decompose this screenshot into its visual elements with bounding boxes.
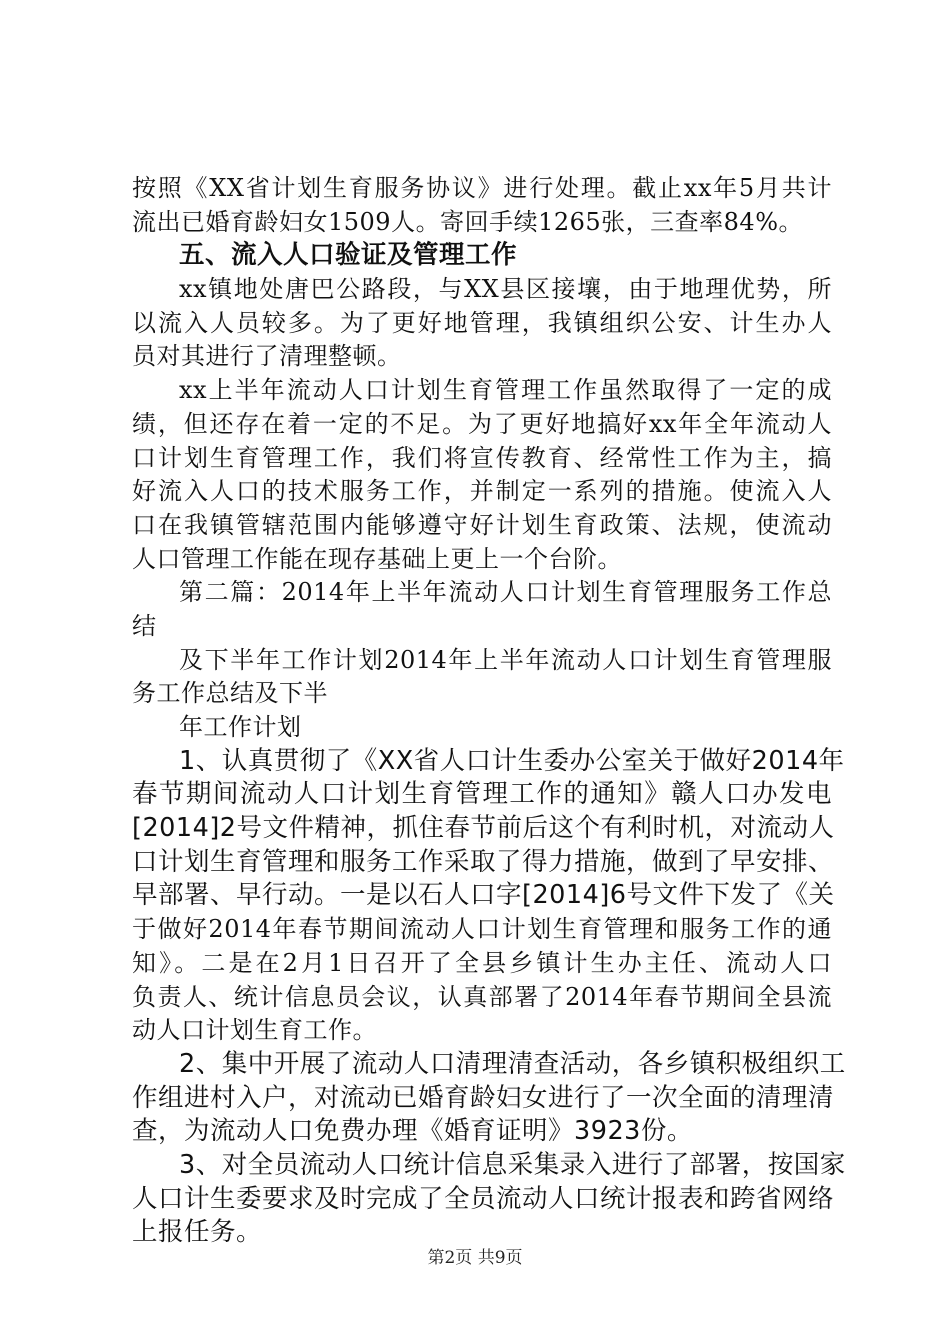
text-line: 春节期间流动人口计划生育管理工作的通知》赣人口办发电 bbox=[132, 779, 832, 810]
text-line: 以流入人员较多。为了更好地管理，我镇组织公安、计生办人 bbox=[132, 308, 832, 337]
text-line: 好流入人口的技术服务工作，并制定一系列的措施。使流入人 bbox=[132, 477, 832, 506]
text-line: 员对其进行了清理整顿。 bbox=[132, 342, 402, 371]
text-line: 人口计生委要求及时完成了全员流动人口统计报表和跨省网络 bbox=[132, 1183, 835, 1214]
text-line: 及下半年工作计划2014年上半年流动人口计划生育管理服 bbox=[179, 645, 832, 674]
text-line: 口在我镇管辖范围内能够遵守好计划生育政策、法规，使流动 bbox=[132, 510, 832, 539]
text-line: 流出已婚育龄妇女1509人。寄回手续1265张，三查率84%。 bbox=[132, 207, 803, 236]
text-line: 于做好2014年春节期间流动人口计划生育管理和服务工作的通 bbox=[132, 915, 832, 944]
text-line: 绩，但还存在着一定的不足。为了更好地搞好xx年全年流动人 bbox=[132, 409, 832, 438]
text-line: 第二篇：2014年上半年流动人口计划生育管理服务工作总 bbox=[179, 578, 832, 607]
text-line: 结 bbox=[132, 611, 157, 640]
text-line: 动人口计划生育工作。 bbox=[132, 1016, 377, 1045]
document-body bbox=[132, 172, 846, 1250]
text-line: 务工作总结及下半 bbox=[132, 679, 328, 708]
page-number-footer: 第2页 共9页 bbox=[427, 1248, 523, 1268]
text-line: 负责人、统计信息员会议，认真部署了2014年春节期间全县流 bbox=[132, 982, 832, 1011]
text-line: 知》。二是在2月1日召开了全县乡镇计生办主任、流动人口 bbox=[132, 948, 832, 977]
text-line: 上报任务。 bbox=[132, 1217, 263, 1248]
text-line: xx上半年流动人口计划生育管理工作虽然取得了一定的成 bbox=[179, 376, 832, 405]
section-heading: 五、流入人口验证及管理工作 bbox=[179, 240, 518, 271]
text-line: 2、集中开展了流动人口清理清查活动，各乡镇积极组织工 bbox=[179, 1048, 846, 1079]
text-line: 按照《XX省计划生育服务协议》进行处理。截止xx年5月共计 bbox=[132, 174, 832, 202]
text-line: 早部署、早行动。一是以石人口字[2014]6号文件下发了《关 bbox=[132, 880, 835, 911]
text-line: 年工作计划 bbox=[179, 713, 302, 741]
text-line: [2014]2号文件精神，抓住春节前后这个有利时机，对流动人 bbox=[132, 813, 835, 844]
text-line: 1、认真贯彻了《XX省人口计生委办公室关于做好2014年 bbox=[179, 745, 845, 776]
text-line: 口计划生育管理工作，我们将宣传教育、经常性工作为主，搞 bbox=[132, 443, 832, 472]
text-line: 作组进村入户，对流动已婚育龄妇女进行了一次全面的清理清 bbox=[132, 1082, 835, 1113]
text-line: 人口管理工作能在现存基础上更上一个台阶。 bbox=[132, 544, 622, 573]
text-line: 3、对全员流动人口统计信息采集录入进行了部署，按国家 bbox=[179, 1149, 846, 1180]
text-line: 口计划生育管理和服务工作采取了得力措施，做到了早安排、 bbox=[132, 846, 835, 877]
text-line: xx镇地处唐巴公路段，与XX县区接壤，由于地理优势，所 bbox=[179, 275, 832, 304]
text-line: 查，为流动人口免费办理《婚育证明》3923份。 bbox=[132, 1116, 693, 1147]
